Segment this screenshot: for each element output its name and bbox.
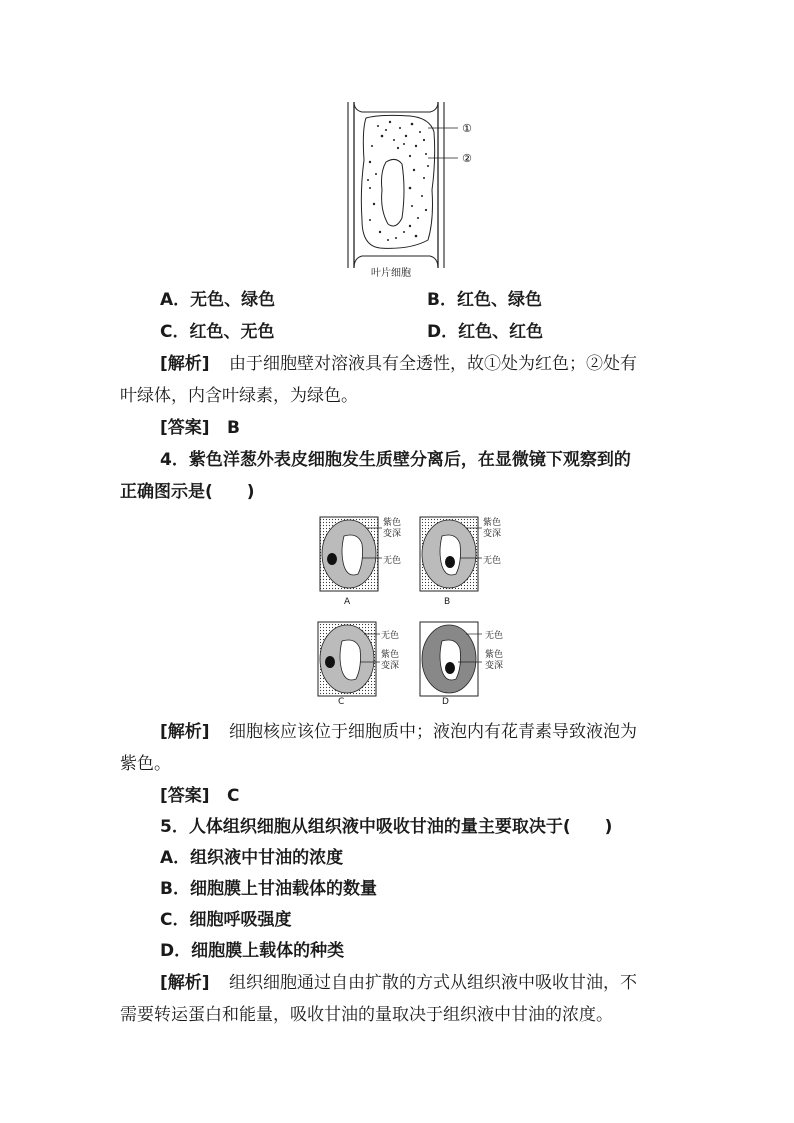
cell-c-bottom-label: 紫色 变深 bbox=[381, 650, 400, 671]
cell-d-bottom-label: 紫色 变深 bbox=[485, 650, 504, 671]
q4-answer bbox=[160, 785, 239, 807]
analysis-tag: [解析] bbox=[160, 973, 210, 993]
cell-a-top-label: 紫色 变深 bbox=[383, 518, 402, 539]
q4-stem-line2: 正确图示是( ) bbox=[120, 482, 255, 502]
analysis-tag: [解析] bbox=[160, 354, 210, 374]
cell-a-bottom-label: 无色 bbox=[383, 556, 402, 566]
cell-d-letter: D bbox=[442, 697, 449, 707]
cell-b-letter: B bbox=[444, 597, 451, 607]
q5-stem: 5．人体组织细胞从组织液中吸收甘油的量主要取决于( ) bbox=[160, 817, 613, 837]
cell-b-bottom-label: 无色 bbox=[483, 556, 502, 566]
cell-c bbox=[318, 622, 376, 696]
q3-answer bbox=[160, 417, 240, 439]
cell-a-letter: A bbox=[344, 597, 351, 607]
label-1: ① bbox=[462, 122, 472, 135]
q4-stem-line1: 4．紫色洋葱外表皮细胞发生质壁分离后，在显微镜下观察到的 bbox=[160, 450, 631, 470]
cell-d bbox=[420, 622, 478, 696]
onion-cells-figure bbox=[310, 512, 530, 708]
cell-c-top-label: 无色 bbox=[381, 631, 400, 641]
answer-value: B bbox=[226, 418, 240, 438]
q3-option-d: D．红色、红色 bbox=[427, 322, 544, 342]
q5-option-c: C．细胞呼吸强度 bbox=[160, 910, 292, 930]
q3-option-c: C．红色、无色 bbox=[160, 322, 275, 342]
leaf-figure-caption: 叶片细胞 bbox=[371, 268, 411, 279]
cell-d-top-label: 无色 bbox=[485, 631, 504, 641]
q5-analysis bbox=[160, 972, 637, 994]
q4-analysis bbox=[160, 721, 637, 743]
q5-option-b: B．细胞膜上甘油载体的数量 bbox=[160, 879, 377, 899]
q5-option-a: A．组织液中甘油的浓度 bbox=[160, 848, 344, 868]
q3-analysis-line2: 叶绿体，内含叶绿素，为绿色。 bbox=[120, 386, 358, 406]
q4-analysis-line2: 紫色。 bbox=[120, 754, 171, 774]
cell-b-top-label: 紫色 变深 bbox=[483, 518, 502, 539]
q5-option-d: D．细胞膜上载体的种类 bbox=[160, 941, 345, 961]
answer-value: C bbox=[226, 786, 240, 806]
analysis-text: 由于细胞壁对溶液具有全透性，故①处为红色；②处有 bbox=[228, 354, 637, 374]
leaf-cell-figure bbox=[340, 100, 500, 280]
answer-tag: [答案] bbox=[160, 786, 210, 806]
answer-tag: [答案] bbox=[160, 418, 210, 438]
q3-option-b: B．红色、绿色 bbox=[427, 290, 542, 310]
analysis-text: 细胞核应该位于细胞质中；液泡内有花青素导致液泡为 bbox=[228, 722, 637, 742]
cell-c-letter: C bbox=[338, 697, 345, 707]
q5-analysis-line2: 需要转运蛋白和能量，吸收甘油的量取决于组织液中甘油的浓度。 bbox=[120, 1005, 613, 1025]
analysis-text: 组织细胞通过自由扩散的方式从组织液中吸收甘油，不 bbox=[228, 973, 637, 993]
q3-option-a: A．无色、绿色 bbox=[160, 290, 276, 310]
q3-analysis bbox=[160, 353, 637, 375]
analysis-tag: [解析] bbox=[160, 722, 210, 742]
label-2: ② bbox=[462, 152, 472, 165]
